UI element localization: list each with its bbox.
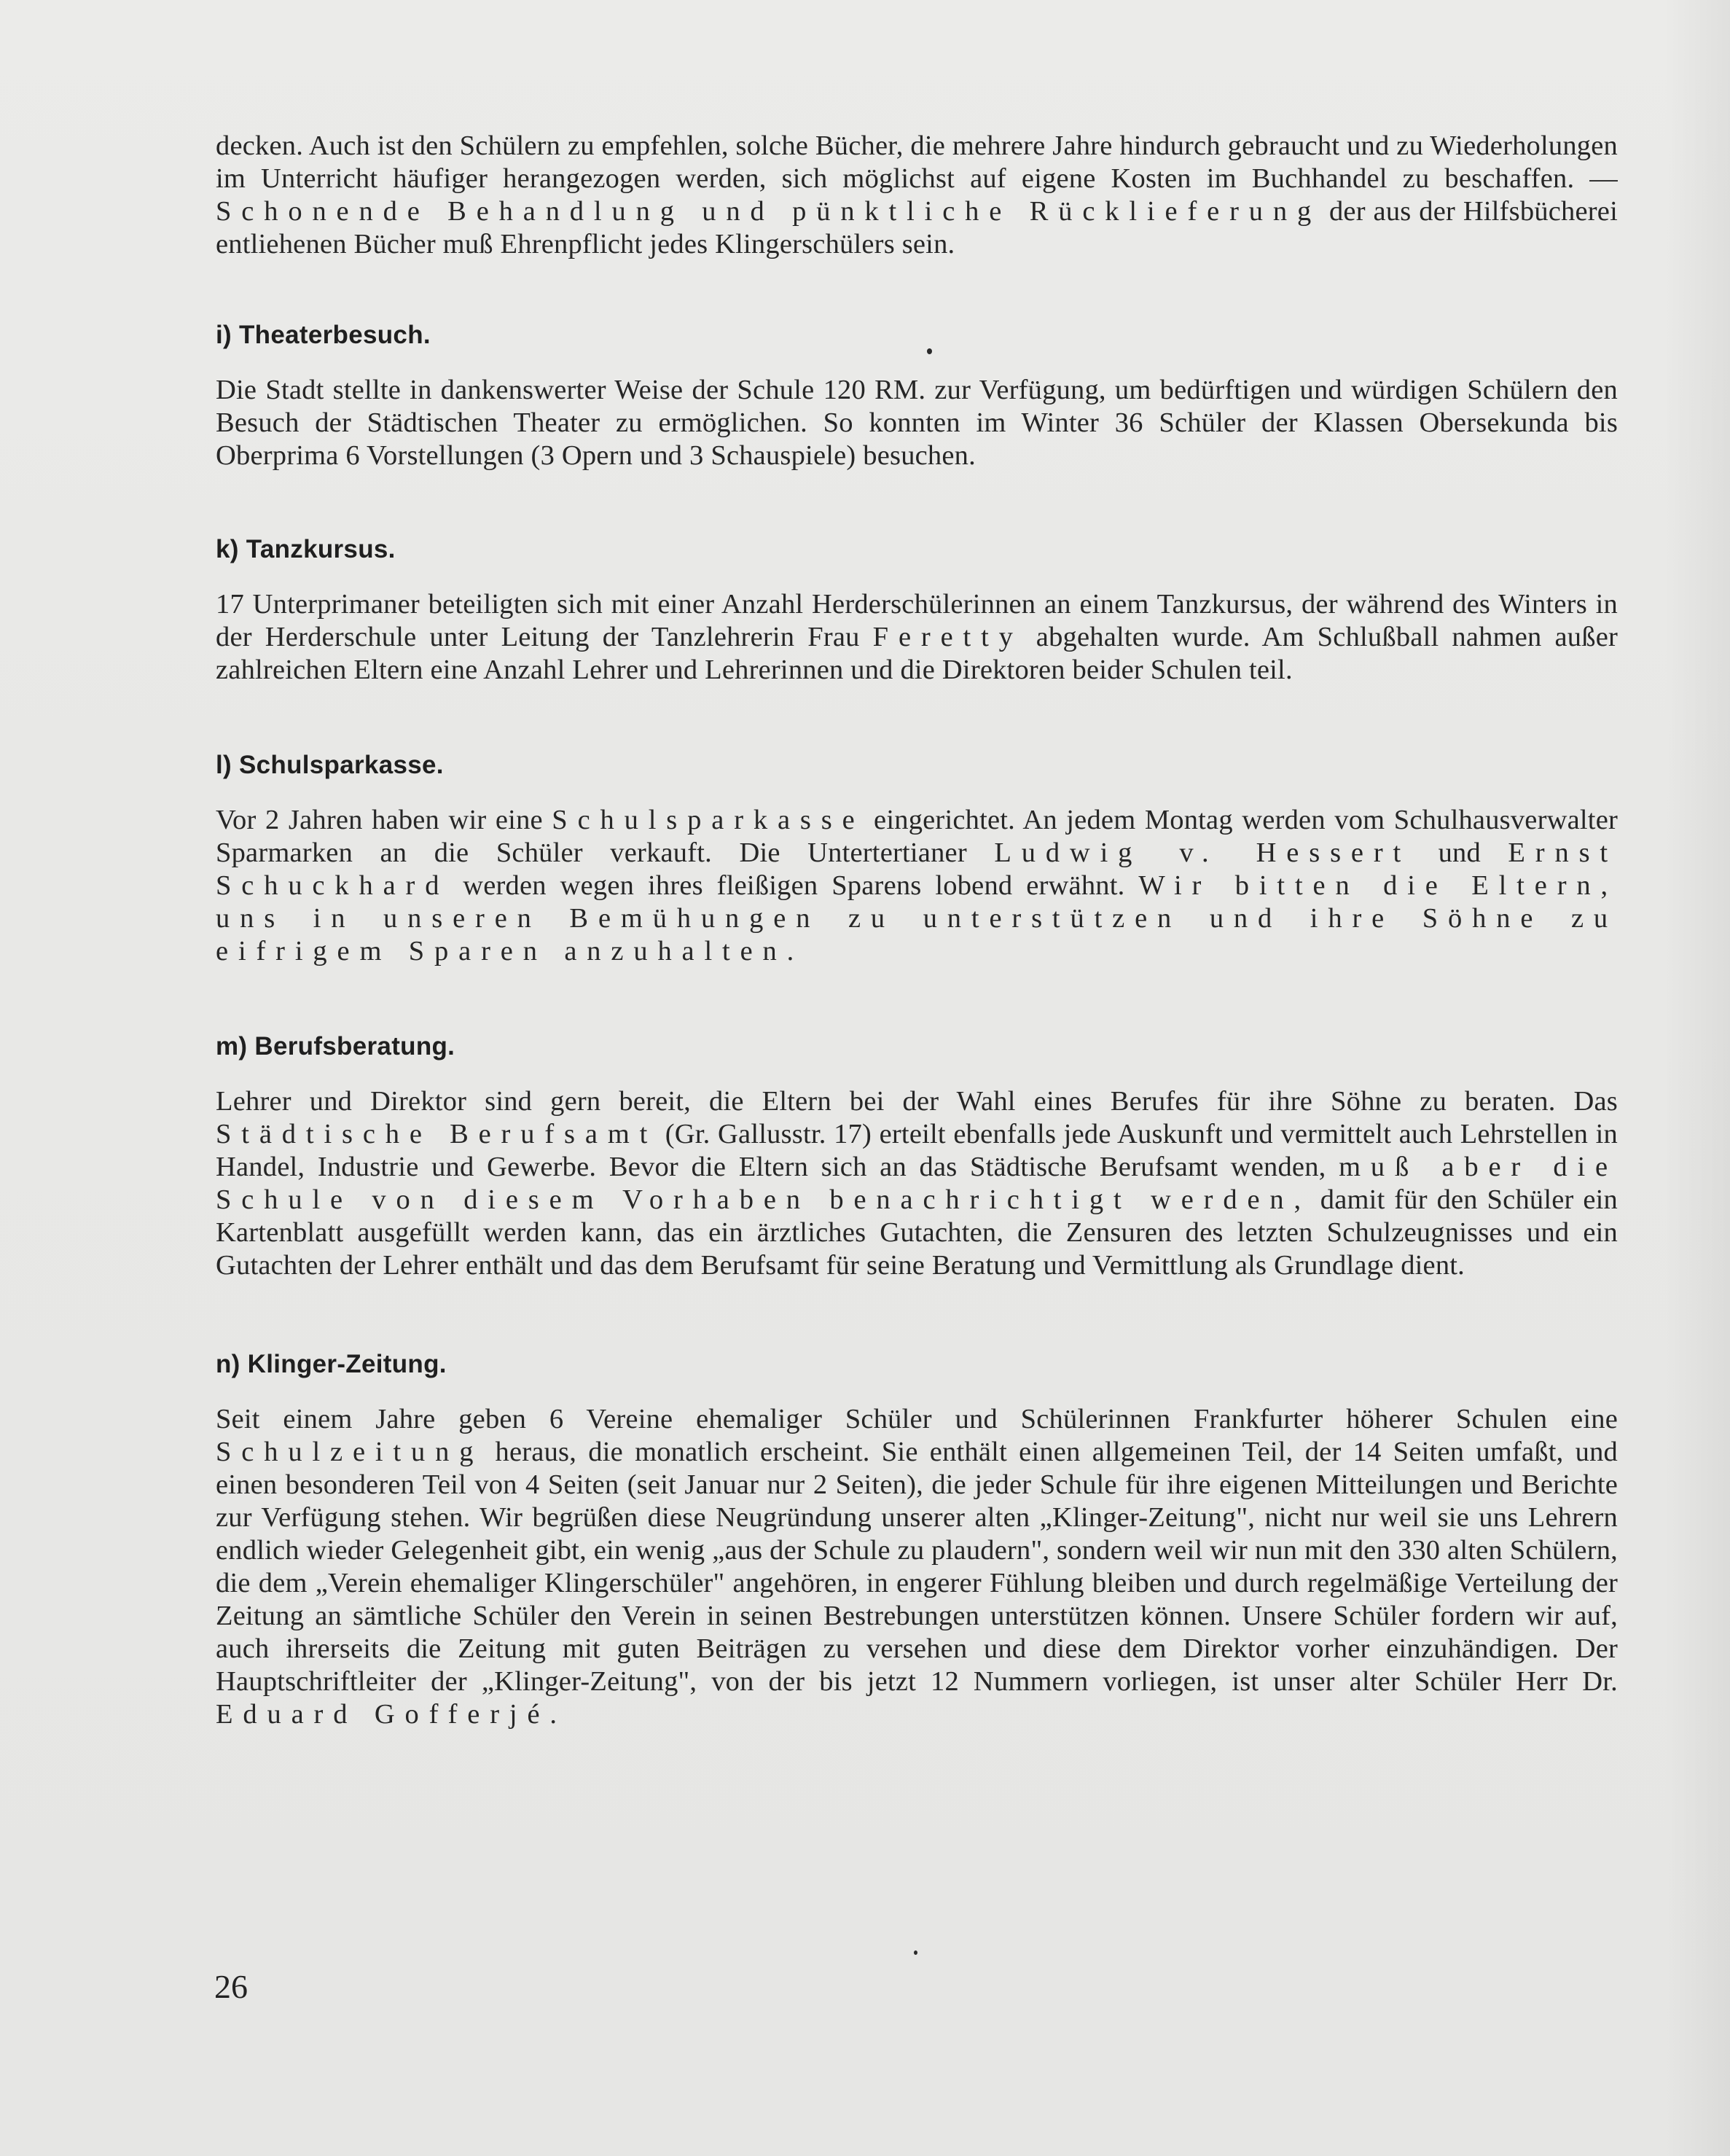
text-run: Vor 2 Jahren haben wir eine: [216, 805, 552, 835]
text-run: abgehalten wurde. Am Schlußball nahmen außer zahlreichen Eltern eine Anzahl Lehrer und Lehrerinnen und die Direktoren beider Schulen teil.: [216, 622, 1618, 685]
heading-schulsparkasse: l) Schulsparkasse.: [216, 751, 444, 779]
schulsparkasse-paragraph: [216, 804, 1618, 968]
intro-paragraph: [216, 130, 1618, 261]
text-run: und: [1411, 837, 1508, 868]
spaced-emphasis: Ludwig v. Hessert: [994, 837, 1412, 868]
berufsberatung-paragraph: [216, 1085, 1618, 1282]
spaced-emphasis: Ernst Schuckhard: [216, 837, 1618, 901]
spaced-emphasis: Schulsparkasse: [552, 805, 865, 835]
heading-berufsberatung: m) Berufsberatung.: [216, 1032, 455, 1061]
klinger-zeitung-paragraph: [216, 1403, 1618, 1731]
spaced-emphasis: Städtische Berufsamt: [216, 1119, 658, 1149]
spaced-emphasis: Feretty: [872, 622, 1023, 652]
heading-theaterbesuch: i) Theaterbesuch.: [216, 321, 431, 349]
print-speck: [927, 348, 932, 354]
text-run: decken. Auch ist den Schülern zu empfehlen, solche Bücher, die mehrere Jahre hindurch gebraucht und zu Wiederholungen im Unterricht häufiger herangezogen werden, sich möglichst auf eigene Kosten im Buchhandel zu beschaffen. —: [216, 130, 1618, 194]
heading-tanzkursus: k) Tanzkursus.: [216, 535, 396, 563]
page-content: [216, 130, 1618, 1731]
text-run: Seit einem Jahre geben 6 Vereine ehemaliger Schüler und Schülerinnen Frankfurter höherer Schulen eine: [216, 1404, 1618, 1434]
spaced-emphasis: Schulzeitung: [216, 1437, 484, 1467]
page-edge-shading: [1664, 0, 1730, 2156]
theaterbesuch-paragraph: Die Stadt stellte in dankenswerter Weise der Schule 120 RM. zur Verfügung, um bedürftigen und würdigen Schülern den Besuch der Städtischen Theater zu ermöglichen. So konnten im Winter 36 Schüler der Klassen Obersekunda bis Oberprima 6 Vorstellungen (3 Opern und 3 Schauspiele) besuchen.: [216, 375, 1618, 471]
heading-klinger-zeitung: n) Klinger-Zeitung.: [216, 1350, 447, 1378]
text-run: heraus, die monatlich erscheint. Sie enthält einen allgemeinen Teil, der 14 Seiten umfaßt, und einen besonderen Teil von 4 Seiten (seit Januar nur 2 Seiten), die jeder Schule für ihre eigenen Mitteilungen und Berichte zur Verfügung stehen. Wir begrüßen diese Neugründung unserer alten „Klinger-Zeitung", nicht nur weil sie uns Lehrern endlich wieder Gelegenheit gibt, ein wenig „aus der Schule zu plaudern", sondern weil wir nun mit den 330 alten Schülern, die dem „Verein ehemaliger Klingerschüler" angehören, in engerer Fühlung bleiben und durch regelmäßige Verteilung der Zeitung an sämtliche Schüler den Verein in seinen Bestrebungen unterstützen können. Unsere Schüler fordern wir auf, auch ihrerseits die Zeitung mit guten Beiträgen zu versehen und diese dem Direktor vorher einzuhändigen. Der Hauptschriftleiter der „Klinger-Zeitung", von der bis jetzt 12 Nummern vorliegen, ist unser alter Schüler Herr Dr.: [216, 1437, 1618, 1697]
print-speck: [914, 1950, 917, 1955]
spaced-emphasis: muß aber die Schule von diesem Vorhaben benachrichtigt werden,: [216, 1152, 1618, 1215]
spaced-emphasis: Eduard Gofferjé: [216, 1699, 550, 1730]
text-run: 17 Unterprimaner beteiligten sich mit einer Anzahl Herderschülerinnen an einem Tanzkursus, der während des Winters in der Herderschule unter Leitung der Tanzlehrerin Frau: [216, 589, 1618, 652]
spaced-emphasis: Wir bitten die Eltern, uns in unseren Bemühungen zu unterstützen und ihre Söhne zu eifrigem Sparen anzuhalten.: [216, 870, 1618, 966]
text-run: damit für den Schüler ein Kartenblatt ausgefüllt werden kann, das ein ärztliches Gutachten, die Zensuren des letzten Schulzeugnisses und ein Gutachten der Lehrer enthält und das dem Berufsamt für seine Beratung und Vermittlung als Grundlage dient.: [216, 1184, 1618, 1281]
page-number: 26: [214, 1968, 248, 2005]
text-run: (Gr. Gallusstr. 17) erteilt ebenfalls jede Auskunft und vermittelt auch Lehrstellen in Handel, Industrie und Gewerbe. Bevor die Eltern sich an das Städtische Berufsamt wenden,: [216, 1119, 1618, 1182]
spaced-emphasis: Schonende Behandlung und pünktliche Rücklieferung: [216, 196, 1322, 227]
text-run: werden wegen ihres fleißigen Sparens lobend erwähnt.: [449, 870, 1139, 901]
tanzkursus-paragraph: [216, 588, 1618, 687]
text-run: eingerichtet. An jedem Montag werden vom Schulhausverwalter Sparmarken an die Schüler verkauft. Die Untertertianer: [216, 805, 1618, 868]
text-run: Lehrer und Direktor sind gern bereit, die Eltern bei der Wahl eines Berufes für ihre Söhne zu beraten. Das: [216, 1086, 1618, 1117]
text-run: der aus der Hilfsbücherei entliehenen Bücher muß Ehrenpflicht jedes Klingerschülers sein.: [216, 196, 1618, 259]
text-run: .: [549, 1699, 557, 1730]
